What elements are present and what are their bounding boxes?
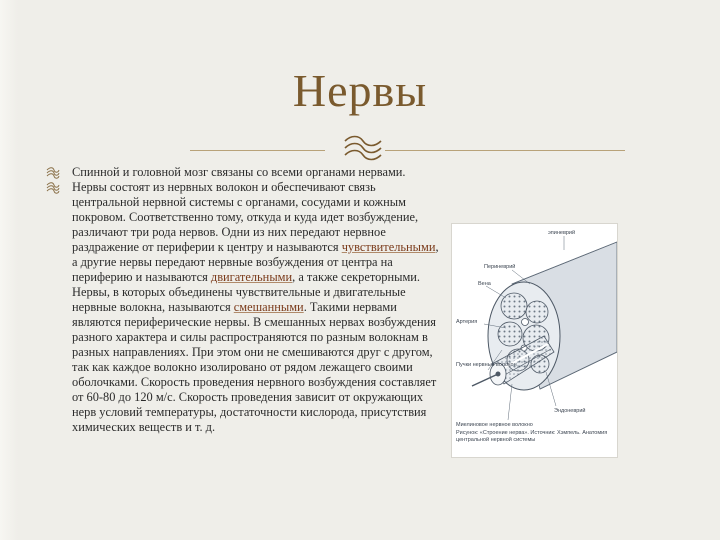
title-rule-right — [385, 150, 625, 151]
bullet-item — [54, 180, 444, 435]
bullet-2-text-4: , а также секреторными. Нервы, в которых объединены чувствительные и двигательные нервные волокна, называются — [72, 270, 421, 314]
nerve-structure-figure — [451, 223, 618, 458]
fascicle — [501, 293, 527, 319]
bullet-2-text-6: . Такими нервами являются периферические нервы. В смешанных нервах возбуждения разного характера и силы распространяются по разным волокнам в разных направлениях. При этом они не смешиваются друг с другом, так как каждое волокно изолировано от рядом лежащего своими оболочками. Скорость проведения нервного возбуждения составляет от 60-80 до 120 м/с. Скорость проведения зависит от окружающих нерв условий температуры, достаточности кислорода, присутствия химических веществ и т. д. — [72, 300, 437, 434]
nerve-diagram — [452, 224, 617, 457]
bullet-item — [54, 165, 444, 180]
label-epineurium: эпиневрий — [548, 230, 576, 236]
fascicle — [526, 301, 548, 323]
bullet-curl-icon — [46, 167, 60, 179]
fascicle — [498, 322, 522, 346]
vessel — [522, 319, 529, 326]
term-motor[interactable]: двигательными — [210, 270, 293, 284]
label-bundle: Пучки нервных волокон — [456, 362, 517, 368]
bullet-2-text-2: , а другие нервы передают нервные возбуждения от центра на периферию и называются — [72, 240, 439, 284]
bullet-list — [54, 165, 444, 435]
figure-caption: Рисунок: «Строение нерва». Источник: Хэмпель. Анатомия центральной нервной системы — [456, 430, 608, 443]
title-rule-left — [190, 150, 325, 151]
term-mixed[interactable]: смешанными — [233, 300, 304, 314]
label-endoneurium: Эндоневрий — [554, 408, 586, 414]
term-sensory[interactable]: чувствительными — [341, 240, 436, 254]
label-artery: Артерия — [456, 319, 478, 325]
label-myelin: Миелиновое нервное волокно — [456, 422, 533, 428]
label-perineurium: Периневрий — [484, 264, 516, 270]
label-vein: Вена — [478, 281, 491, 287]
slide-title: Нервы — [292, 65, 428, 116]
bullet-2-text-0: Нервы состоят из нервных волокон и обеспечивают связь центральной нервной системы с органами, сосудами и кожным покровом. Соответственно тому, откуда и куда идет возбуждение, различают три рода нервов. Одни из них передают нервное раздражение от периферии к центру и называются — [72, 180, 419, 254]
bullet-curl-icon — [46, 182, 60, 194]
curl-ornament-icon — [341, 133, 385, 163]
bullet-1-text-0: Спинной и головной мозг связаны со всеми органами нервами. — [72, 165, 406, 179]
